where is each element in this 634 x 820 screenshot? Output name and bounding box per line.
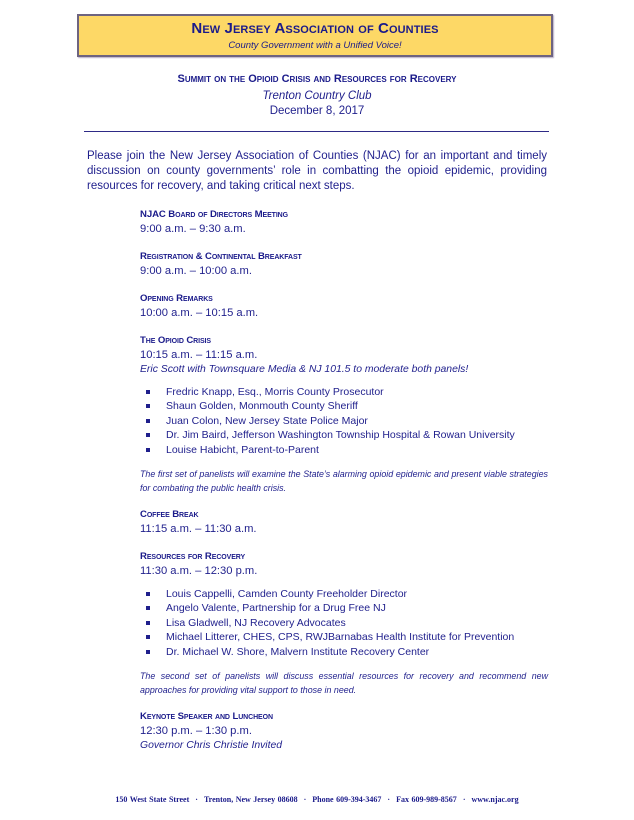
bullet-icon xyxy=(146,448,150,452)
panelist-item xyxy=(140,601,550,615)
session-title: NJAC Board of Directors Meeting xyxy=(140,209,288,220)
session-time: 9:00 a.m. – 9:30 a.m. xyxy=(140,223,246,235)
session-title: Coffee Break xyxy=(140,509,199,521)
panelist-list xyxy=(140,587,550,659)
agenda xyxy=(140,208,550,766)
panelist-item xyxy=(140,587,550,601)
panelist-item xyxy=(140,645,550,659)
panelist-item xyxy=(140,399,550,413)
agenda-session xyxy=(140,508,550,537)
session-title: Resources for Recovery xyxy=(140,551,246,563)
panel-description: The second set of panelists will discuss essential resources for recovery and recommend new approaches for providing vital support to those in need. xyxy=(140,671,548,696)
panelist-name: Michael Litterer, CHES, CPS, RWJBarnabas Health Institute for Prevention xyxy=(166,631,515,644)
bullet-icon xyxy=(146,404,150,408)
agenda-session xyxy=(140,292,550,321)
panelist-item xyxy=(140,428,550,442)
footer-contact xyxy=(0,795,634,804)
bullet-icon xyxy=(146,433,150,437)
footer-separator: · xyxy=(387,795,391,804)
bullet-icon xyxy=(146,650,150,654)
session-note: Governor Chris Christie Invited xyxy=(140,740,283,752)
footer-separator: · xyxy=(195,795,198,804)
event-venue: Trenton Country Club xyxy=(262,90,372,102)
panelist-name: Louis Cappelli, Camden County Freeholder Director xyxy=(166,588,408,601)
bullet-icon xyxy=(146,635,150,639)
session-title: Opening Remarks xyxy=(140,293,213,304)
footer-phone: Phone 609-394-3467 xyxy=(312,795,382,804)
agenda-session xyxy=(140,250,550,279)
organization-tagline: County Government with a Unified Voice! xyxy=(228,40,402,51)
session-title: Registration & Continental Breakfast xyxy=(140,251,302,262)
session-time: 10:00 a.m. – 10:15 a.m. xyxy=(140,307,259,319)
footer-separator: · xyxy=(462,795,466,804)
panelist-name: Angelo Valente, Partnership for a Drug Free NJ xyxy=(166,602,386,615)
agenda-session xyxy=(140,334,550,495)
panelist-item xyxy=(140,616,550,630)
footer-website[interactable]: www.njac.org xyxy=(471,795,519,804)
organization-name: New Jersey Association of Counties xyxy=(191,20,439,37)
bullet-icon xyxy=(146,621,150,625)
bullet-icon xyxy=(146,606,150,610)
session-time: 11:15 a.m. – 11:30 a.m. xyxy=(140,523,257,536)
event-date: December 8, 2017 xyxy=(269,105,365,117)
panelist-list xyxy=(140,385,550,457)
header-divider xyxy=(84,131,549,132)
footer-city: Trenton, New Jersey 08608 xyxy=(203,795,298,804)
event-title: Summit on the Opioid Crisis and Resources for Recovery xyxy=(177,73,457,85)
panelist-item xyxy=(140,443,550,457)
session-title: The Opioid Crisis xyxy=(140,335,211,346)
panelist-name: Louise Habicht, Parent-to-Parent xyxy=(166,443,319,456)
bullet-icon xyxy=(146,592,150,596)
panelist-name: Fredric Knapp, Esq., Morris County Prosecutor xyxy=(166,386,384,398)
header-banner xyxy=(77,14,553,57)
panelist-item xyxy=(140,414,550,428)
panelist-name: Shaun Golden, Monmouth County Sheriff xyxy=(166,400,358,413)
session-time: 11:30 a.m. – 12:30 p.m. xyxy=(140,565,258,578)
panelist-item xyxy=(140,385,550,399)
panelist-name: Dr. Michael W. Shore, Malvern Institute Recovery Center xyxy=(166,645,430,658)
session-time: 12:30 p.m. – 1:30 p.m. xyxy=(140,725,252,738)
session-time: 10:15 a.m. – 11:15 a.m. xyxy=(140,349,258,361)
agenda-session xyxy=(140,550,550,697)
agenda-session xyxy=(140,710,550,753)
footer-separator: · xyxy=(303,795,307,804)
session-title: Keynote Speaker and Luncheon xyxy=(140,711,273,723)
session-note: Eric Scott with Townsquare Media & NJ 101.5 to moderate both panels! xyxy=(140,364,469,375)
intro-paragraph: Please join the New Jersey Association of Counties (NJAC) for an important and timely discussion on county governments’ role in combatting the opioid epidemic, providing resources for recovery, and taking critical next steps. xyxy=(87,150,547,192)
panel-description: The first set of panelists will examine the State’s alarming opioid epidemic and present viable strategies for combating the public health crisis. xyxy=(140,469,548,494)
agenda-session xyxy=(140,208,550,237)
panelist-item xyxy=(140,630,550,644)
panelist-name: Juan Colon, New Jersey State Police Major xyxy=(166,414,368,427)
panelist-name: Lisa Gladwell, NJ Recovery Advocates xyxy=(166,616,346,629)
footer-fax: Fax 609-989-8567 xyxy=(396,795,457,804)
panelist-name: Dr. Jim Baird, Jefferson Washington Township Hospital & Rowan University xyxy=(166,429,515,442)
bullet-icon xyxy=(146,419,150,423)
session-time: 9:00 a.m. – 10:00 a.m. xyxy=(140,265,252,277)
bullet-icon xyxy=(146,390,150,394)
footer-address: 150 West State Street xyxy=(115,795,190,804)
